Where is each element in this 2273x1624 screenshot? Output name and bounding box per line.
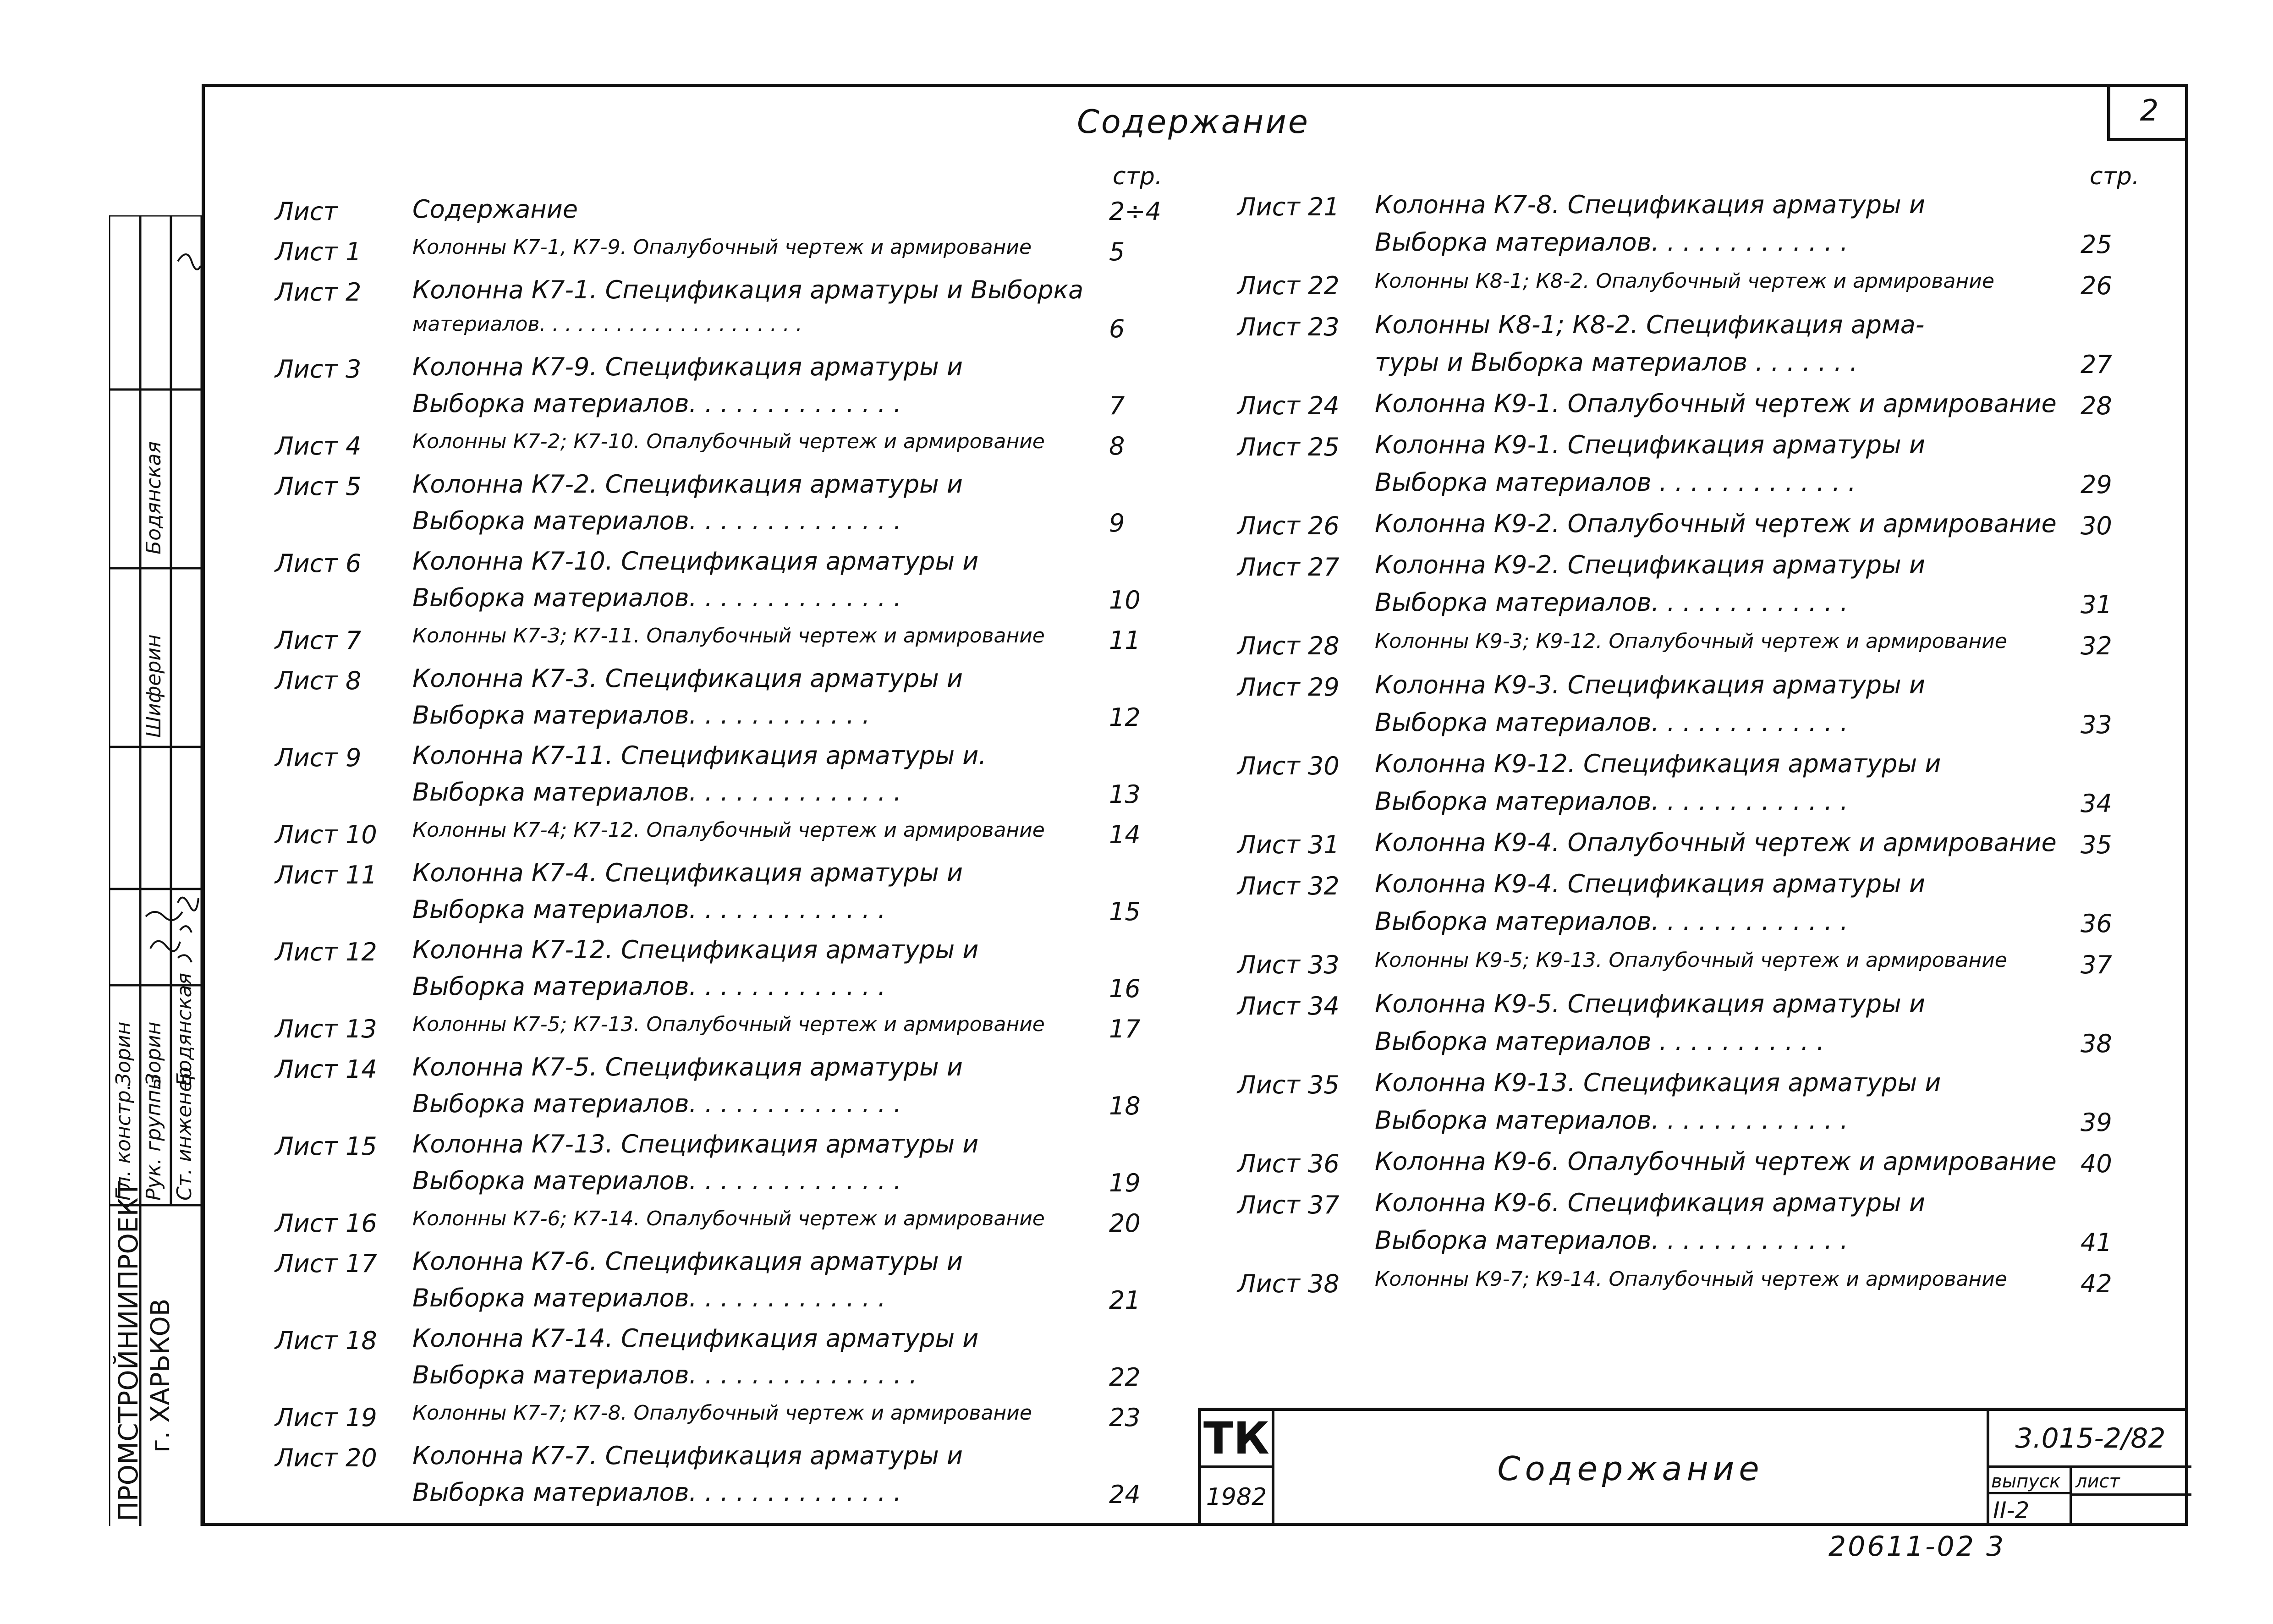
- contents-entry-text: Выборка материалов. . . . . . . . . . . . .: [1375, 588, 1848, 617]
- archive-code: 20611-02 3: [1828, 1531, 2006, 1563]
- contents-sheet-label: Лист 5: [275, 472, 362, 501]
- contents-entry-text: Колонны К7-2; К7-10. Опалубочный чертеж и армирование: [412, 430, 1045, 453]
- logo-cell: [1201, 1411, 1274, 1468]
- contents-sheet-label: Лист 26: [1237, 511, 1340, 540]
- contents-page-number: 34: [2081, 789, 2112, 818]
- contents-entry-text: Выборка материалов. . . . . . . . . . . . .: [1375, 228, 1848, 257]
- contents-page-number: 22: [1109, 1363, 1141, 1392]
- contents-entry-text: Колонна К9-2. Опалубочный чертеж и армирование: [1375, 509, 2057, 538]
- contents-page-number: 31: [2081, 590, 2112, 619]
- contents-page-number: 37: [2081, 950, 2112, 979]
- contents-page-number: 25: [2081, 230, 2112, 259]
- contents-sheet-label: Лист 31: [1237, 830, 1340, 859]
- issue-value: II-2: [1993, 1497, 2030, 1524]
- contents-sheet-label: Лист 14: [275, 1055, 377, 1084]
- contents-page-number: 41: [2081, 1228, 2112, 1257]
- tk-logo: ТК: [1203, 1412, 1269, 1464]
- contents-sheet-label: Лист 32: [1237, 872, 1340, 900]
- org-name: ПРОМСТРОЙНИИПРОЕКТ: [113, 1181, 144, 1521]
- contents-entry-text: Выборка материалов. . . . . . . . . . . . . .: [412, 389, 901, 418]
- contents-entry-text: Выборка материалов. . . . . . . . . . . . . .: [412, 1478, 901, 1507]
- title-block: [1198, 1408, 2188, 1526]
- contents-entry-text: Выборка материалов. . . . . . . . . . . . . .: [412, 1166, 901, 1195]
- contents-page-number: 26: [2081, 271, 2112, 300]
- contents-page-number: 12: [1109, 703, 1141, 732]
- contents-sheet-label: Лист 16: [275, 1209, 377, 1238]
- contents-sheet-label: Лист: [275, 197, 338, 226]
- contents-entry-text: Колонна К9-12. Спецификация арматуры и: [1375, 749, 1941, 778]
- contents-entry-text: Колонны К9-5; К9-13. Опалубочный чертеж и армирование: [1375, 949, 2007, 972]
- contents-entry-text: Колонна К7-9. Спецификация арматуры и: [412, 352, 963, 381]
- stamp-name-2: Зорин: [142, 1021, 165, 1086]
- contents-entry-text: Колонны К7-5; К7-13. Опалубочный чертеж и армирование: [412, 1013, 1045, 1036]
- contents-page-number: 14: [1109, 820, 1141, 849]
- contents-sheet-label: Лист 24: [1237, 391, 1340, 420]
- contents-entry-text: Колонна К7-13. Спецификация арматуры и: [412, 1130, 979, 1158]
- stamp-role-3: Ст. инженер: [173, 1066, 196, 1201]
- contents-entry-text: Выборка материалов. . . . . . . . . . . . . .: [412, 778, 901, 807]
- contents-sheet-label: Лист 21: [1237, 192, 1340, 221]
- org-city: г. ХАРЬКОВ: [146, 1298, 176, 1453]
- contents-page-number: 8: [1109, 432, 1125, 461]
- contents-page-number: 7: [1109, 391, 1125, 420]
- title-block-title: Содержание: [1497, 1449, 1764, 1488]
- contents-entry-text: Выборка материалов. . . . . . . . . . . . .: [1375, 708, 1848, 737]
- issue-cell: [1989, 1468, 2072, 1526]
- contents-sheet-label: Лист 36: [1237, 1149, 1340, 1178]
- contents-page-number: 9: [1109, 509, 1125, 538]
- contents-page-number: 20: [1109, 1209, 1141, 1238]
- contents-sheet-label: Лист 38: [1237, 1269, 1340, 1298]
- sheet-number: 2: [2140, 94, 2159, 128]
- year-cell: [1201, 1468, 1274, 1526]
- contents-entry-text: Колонна К7-7. Спецификация арматуры и: [412, 1441, 963, 1470]
- sheet-label: лист: [2075, 1471, 2120, 1492]
- contents-page-number: 42: [2081, 1269, 2112, 1298]
- contents-entry-text: Выборка материалов. . . . . . . . . . . . . .: [412, 506, 901, 535]
- stamp-upper-name-1: Шиферин: [142, 634, 165, 738]
- contents-page-number: 11: [1109, 626, 1141, 655]
- sheet-label-cell: [2072, 1468, 2191, 1496]
- contents-entry-text: Колонна К9-4. Спецификация арматуры и: [1375, 869, 1925, 898]
- contents-sheet-label: Лист 30: [1237, 752, 1340, 780]
- stamp-role-2: Рук. группы: [142, 1074, 165, 1201]
- contents-entry-text: Колонна К7-10. Спецификация арматуры и: [412, 547, 979, 576]
- contents-sheet-label: Лист 7: [275, 626, 362, 655]
- contents-entry-text: Колонна К7-4. Спецификация арматуры и: [412, 858, 963, 887]
- contents-entry-text: Колонна К9-3. Спецификация арматуры и: [1375, 670, 1925, 699]
- contents-page-number: 38: [2081, 1029, 2112, 1058]
- contents-page-number: 5: [1109, 237, 1125, 266]
- contents-entry-text: Выборка материалов. . . . . . . . . . . . . . .: [412, 1361, 917, 1389]
- contents-entry-text: Колонны К9-3; К9-12. Опалубочный чертеж и армирование: [1375, 630, 2007, 653]
- contents-page-number: 17: [1109, 1015, 1141, 1043]
- code-cell: [1989, 1411, 2191, 1468]
- stamp-name-3: Бодянская: [173, 973, 196, 1086]
- contents-page-number: 39: [2081, 1108, 2112, 1137]
- contents-entry-text: Колонны К7-4; К7-12. Опалубочный чертеж и армирование: [412, 818, 1045, 842]
- contents-sheet-label: Лист 4: [275, 432, 362, 461]
- contents-sheet-label: Лист 11: [275, 861, 377, 889]
- contents-entry-text: Колонна К7-6. Спецификация арматуры и: [412, 1247, 963, 1276]
- contents-entry-text: Колонна К7-5. Спецификация арматуры и: [412, 1053, 963, 1081]
- contents-page-number: 2÷4: [1109, 197, 1161, 226]
- contents-entry-text: Колонна К9-1. Спецификация арматуры и: [1375, 430, 1925, 459]
- contents-page-number: 13: [1109, 780, 1141, 809]
- sheet-number-box: [2107, 84, 2188, 141]
- contents-sheet-label: Лист 9: [275, 743, 362, 772]
- contents-sheet-label: Лист 33: [1237, 950, 1340, 979]
- contents-page-number: 40: [2081, 1149, 2112, 1178]
- contents-sheet-label: Лист 20: [275, 1443, 377, 1472]
- contents-entry-text: Колонна К7-1. Спецификация арматуры и Выборка: [412, 275, 1084, 304]
- contents-page-number: 30: [2081, 511, 2112, 540]
- contents-sheet-label: Лист 3: [275, 355, 362, 384]
- contents-page-number: 15: [1109, 897, 1141, 926]
- contents-entry-text: Колонны К7-1, К7-9. Опалубочный чертеж и армирование: [412, 236, 1032, 259]
- contents-entry-text: Колонна К7-8. Спецификация арматуры и: [1375, 190, 1925, 219]
- stamp-name-1: Зорин: [112, 1021, 135, 1086]
- contents-sheet-label: Лист 18: [275, 1326, 377, 1355]
- contents-entry-text: Колонна К7-3. Спецификация арматуры и: [412, 664, 963, 693]
- contents-page-number: 19: [1109, 1169, 1141, 1197]
- contents-page-number: 18: [1109, 1092, 1141, 1120]
- year: 1982: [1206, 1483, 1267, 1511]
- approval-stamp: [109, 215, 202, 1526]
- contents-page-number: 28: [2081, 391, 2112, 420]
- contents-entry-text: Выборка материалов. . . . . . . . . . . . .: [1375, 1106, 1848, 1135]
- contents-entry-text: Выборка материалов. . . . . . . . . . . . .: [1375, 787, 1848, 816]
- contents-sheet-label: Лист 37: [1237, 1191, 1340, 1219]
- right-page-column-header: стр.: [2090, 163, 2140, 190]
- contents-sheet-label: Лист 35: [1237, 1070, 1340, 1099]
- contents-page-number: 36: [2081, 909, 2112, 938]
- contents-page-number: 21: [1109, 1286, 1141, 1315]
- stamp-upper-name-2: Бодянская: [142, 441, 165, 554]
- document-code: 3.015-2/82: [2015, 1422, 2166, 1454]
- contents-sheet-label: Лист 23: [1237, 313, 1340, 341]
- title-cell: [1274, 1411, 1989, 1526]
- contents-page-number: 10: [1109, 586, 1141, 614]
- contents-entry-text: Колонны К7-3; К7-11. Опалубочный чертеж и армирование: [412, 624, 1045, 647]
- contents-sheet-label: Лист 12: [275, 938, 377, 966]
- contents-entry-text: Выборка материалов. . . . . . . . . . . . .: [1375, 907, 1848, 936]
- contents-entry-text: Колонна К9-4. Опалубочный чертеж и армирование: [1375, 828, 2057, 857]
- contents-entry-text: Колонны К9-7; К9-14. Опалубочный чертеж и армирование: [1375, 1267, 2007, 1291]
- contents-entry-text: материалов. . . . . . . . . . . . . . . . . . . . .: [412, 313, 802, 336]
- contents-entry-text: Колонны К8-1; К8-2. Опалубочный чертеж и армирование: [1375, 269, 1994, 293]
- contents-sheet-label: Лист 25: [1237, 433, 1340, 461]
- contents-entry-text: Выборка материалов. . . . . . . . . . . .: [412, 701, 870, 730]
- contents-entry-text: Выборка материалов. . . . . . . . . . . . . .: [412, 583, 901, 612]
- contents-sheet-label: Лист 27: [1237, 553, 1340, 582]
- contents-entry-text: Колонна К9-2. Спецификация арматуры и: [1375, 550, 1925, 579]
- contents-entry-text: Колонна К9-13. Спецификация арматуры и: [1375, 1068, 1941, 1097]
- contents-sheet-label: Лист 28: [1237, 631, 1340, 660]
- contents-page-number: 23: [1109, 1403, 1141, 1432]
- contents-entry-text: Колонны К7-7; К7-8. Опалубочный чертеж и армирование: [412, 1401, 1032, 1425]
- contents-sheet-label: Лист 34: [1237, 992, 1340, 1020]
- contents-entry-text: Колонна К9-6. Спецификация арматуры и: [1375, 1188, 1925, 1217]
- contents-entry-text: Выборка материалов . . . . . . . . . . .: [1375, 1027, 1825, 1056]
- contents-sheet-label: Лист 22: [1237, 271, 1340, 300]
- contents-sheet-label: Лист 8: [275, 666, 362, 695]
- contents-sheet-label: Лист 19: [275, 1403, 377, 1432]
- contents-entry-text: Колонна К7-11. Спецификация арматуры и.: [412, 741, 987, 770]
- contents-sheet-label: Лист 2: [275, 278, 362, 307]
- contents-entry-text: Содержание: [412, 195, 578, 224]
- issue-label: выпуск: [1989, 1468, 2070, 1494]
- contents-page-number: 29: [2081, 470, 2112, 499]
- contents-page-number: 24: [1109, 1480, 1141, 1509]
- contents-entry-text: Колонна К9-6. Опалубочный чертеж и армирование: [1375, 1147, 2057, 1176]
- contents-entry-text: Выборка материалов. . . . . . . . . . . . .: [1375, 1226, 1848, 1255]
- contents-sheet-label: Лист 17: [275, 1249, 377, 1278]
- contents-entry-text: Колонна К7-2. Спецификация арматуры и: [412, 470, 963, 499]
- contents-entry-text: Выборка материалов. . . . . . . . . . . . .: [412, 1284, 886, 1312]
- stamp-role-1: Гл. констр.: [112, 1084, 135, 1201]
- contents-entry-text: Выборка материалов. . . . . . . . . . . . .: [412, 895, 886, 924]
- contents-sheet-label: Лист 13: [275, 1015, 377, 1043]
- contents-entry-text: Колонны К8-1; К8-2. Спецификация арма-: [1375, 310, 1925, 339]
- contents-entry-text: Выборка материалов. . . . . . . . . . . . .: [412, 972, 886, 1001]
- contents-entry-text: Колонна К7-14. Спецификация арматуры и: [412, 1324, 979, 1353]
- left-page-column-header: стр.: [1113, 163, 1163, 190]
- contents-sheet-label: Лист 29: [1237, 673, 1340, 702]
- contents-sheet-label: Лист 15: [275, 1132, 377, 1161]
- contents-page-number: 35: [2081, 830, 2112, 859]
- contents-page-number: 33: [2081, 710, 2112, 739]
- contents-entry-text: Колонны К7-6; К7-14. Опалубочный чертеж и армирование: [412, 1207, 1045, 1230]
- contents-page-number: 16: [1109, 974, 1141, 1003]
- contents-sheet-label: Лист 1: [275, 237, 362, 266]
- page-heading: Содержание: [1077, 103, 1310, 141]
- contents-entry-text: Выборка материалов . . . . . . . . . . . . .: [1375, 468, 1856, 497]
- contents-page-number: 27: [2081, 350, 2112, 379]
- contents-entry-text: Колонна К7-12. Спецификация арматуры и: [412, 935, 979, 964]
- contents-sheet-label: Лист 10: [275, 820, 377, 849]
- contents-entry-text: Колонна К9-1. Опалубочный чертеж и армирование: [1375, 389, 2057, 418]
- contents-entry-text: Колонна К9-5. Спецификация арматуры и: [1375, 989, 1925, 1018]
- contents-entry-text: туры и Выборка материалов . . . . . . .: [1375, 348, 1858, 377]
- contents-page-number: 32: [2081, 631, 2112, 660]
- contents-entry-text: Выборка материалов. . . . . . . . . . . . . .: [412, 1089, 901, 1118]
- contents-sheet-label: Лист 6: [275, 549, 362, 578]
- contents-page-number: 6: [1109, 314, 1125, 343]
